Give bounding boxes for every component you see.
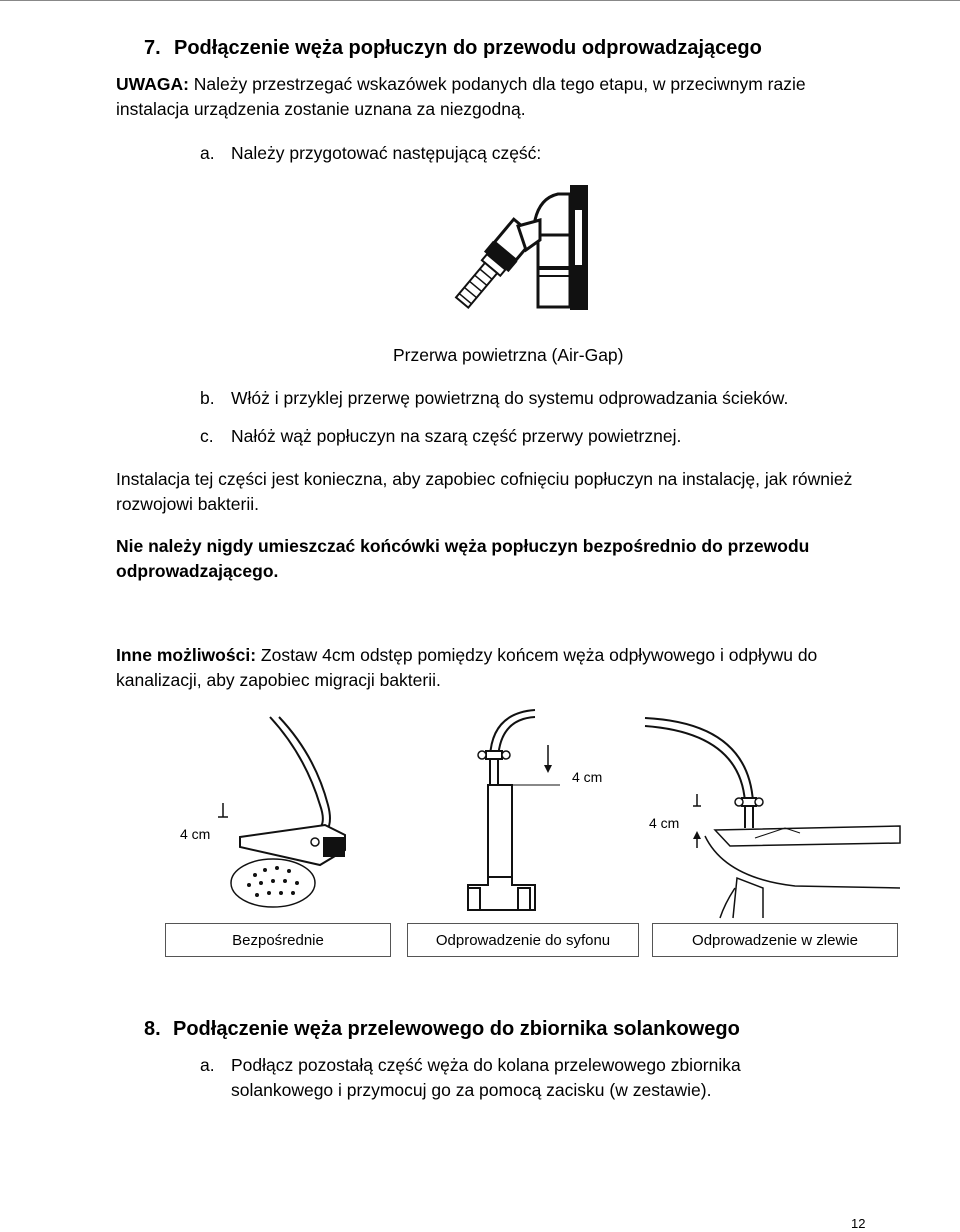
alternatives-text: Zostaw 4cm odstęp pomiędzy końcem węża odpływowego i odpływu do kanalizacji, aby zapobiec migracji bakterii. xyxy=(116,645,818,690)
standpipe xyxy=(488,785,512,885)
warning-label: UWAGA: xyxy=(116,74,189,94)
caption-direct: Bezpośrednie xyxy=(165,923,391,957)
diagram-siphon-drain xyxy=(460,705,620,920)
air-gap-part-illustration xyxy=(440,180,610,320)
caption-siphon: Odprowadzenie do syfonu xyxy=(407,923,639,957)
step-b-text: Włóż i przyklej przerwę powietrzną do systemu odprowadzania ścieków. xyxy=(231,388,789,408)
diagram-sink-drain xyxy=(645,718,900,918)
step-a-text: Należy przygotować następującą część: xyxy=(231,143,542,163)
alternatives-paragraph xyxy=(116,643,886,693)
section-7-number: 7. xyxy=(144,37,161,59)
caption-sink: Odprowadzenie w zlewie xyxy=(652,923,898,957)
step-b-marker: b. xyxy=(200,388,215,408)
bold-warning-paragraph: Nie należy nigdy umieszczać końcówki węża popłuczyn bezpośrednio do przewodu odprowadzającego. xyxy=(116,536,810,581)
warning-text: Należy przestrzegać wskazówek podanych dla tego etapu, w przeciwnym razie instalacja urządzenia zostanie uznana za niezgodną. xyxy=(116,74,806,119)
air-gap-pipe-highlight xyxy=(575,210,582,265)
section-8-title: Podłączenie węża przelewowego do zbiornika solankowego xyxy=(173,1018,740,1040)
step-a-marker: a. xyxy=(200,143,215,163)
warning-paragraph xyxy=(116,72,876,122)
section-8-step-a-marker: a. xyxy=(200,1055,215,1075)
step-c-marker: c. xyxy=(200,426,214,446)
section-8-number: 8. xyxy=(144,1018,161,1040)
info-paragraph: Instalacja tej części jest konieczna, aby zapobiec cofnięciu popłuczyn na instalację, jak również rozwojowi bakterii. xyxy=(116,469,853,514)
page-number: 12 xyxy=(851,1216,866,1231)
gap-label-siphon: 4 cm xyxy=(572,769,603,785)
gap-label-sink: 4 cm xyxy=(649,815,680,831)
step-c-text: Nałóż wąż popłuczyn na szarą część przerwy powietrznej. xyxy=(231,426,682,446)
air-gap-caption: Przerwa powietrzna (Air-Gap) xyxy=(393,345,624,365)
gap-label-direct: 4 cm xyxy=(180,826,211,842)
diagram-direct-drain xyxy=(165,715,390,915)
section-7-title: Podłączenie węża popłuczyn do przewodu odprowadzającego xyxy=(174,37,762,59)
air-gap-body xyxy=(538,235,570,307)
sink-basin xyxy=(733,878,763,918)
top-border-line xyxy=(0,0,960,1)
alternatives-label: Inne możliwości: xyxy=(116,645,257,665)
section-8-step-a-text: Podłącz pozostałą część węża do kolana przelewowego zbiornika solankowego i przymocuj go za pomocą zacisku (w zestawie). xyxy=(231,1055,741,1100)
